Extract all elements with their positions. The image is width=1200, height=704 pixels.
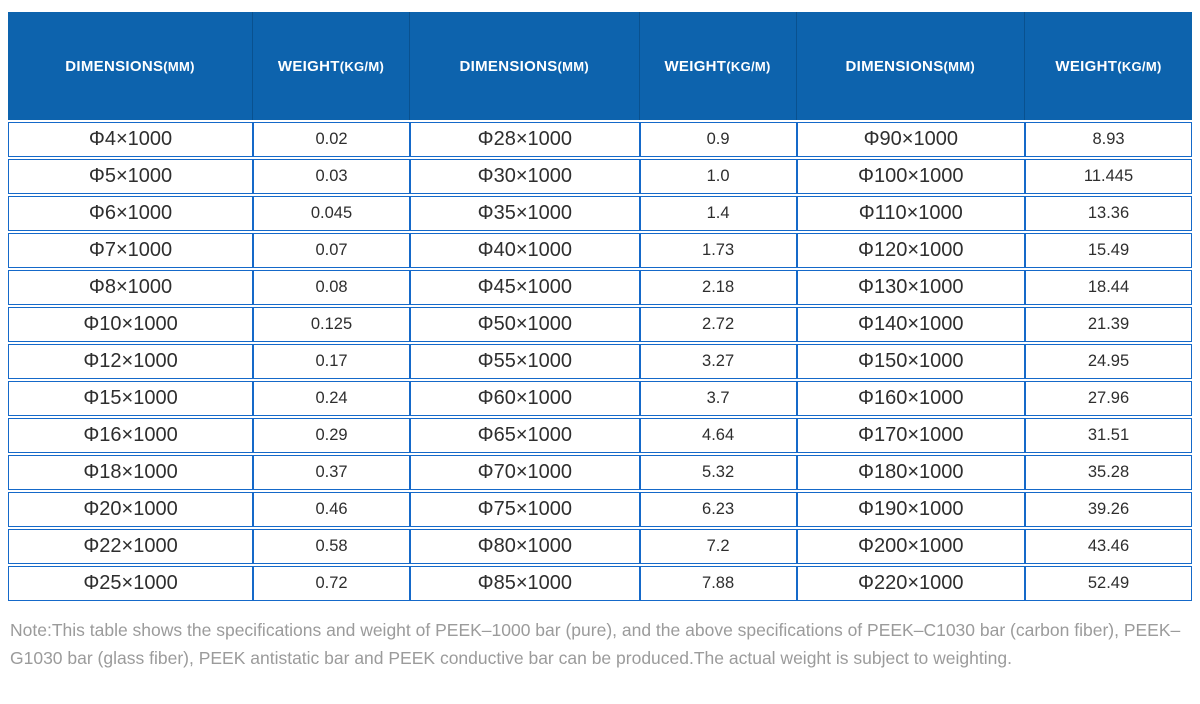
header-label: WEIGHT bbox=[277, 57, 340, 75]
header-label: DIMENSIONS bbox=[65, 57, 164, 75]
weight-cell: 11.445 bbox=[1025, 159, 1192, 194]
header-dimensions-2 bbox=[410, 12, 640, 120]
weight-cell: 4.64 bbox=[640, 418, 797, 453]
table-row bbox=[8, 307, 1192, 342]
weight-cell: 15.49 bbox=[1025, 233, 1192, 268]
weight-cell: 39.26 bbox=[1025, 492, 1192, 527]
dimension-cell: Φ5×1000 bbox=[8, 159, 253, 194]
dimension-cell: Φ18×1000 bbox=[8, 455, 253, 490]
dimension-cell: Φ180×1000 bbox=[797, 455, 1026, 490]
table-row bbox=[8, 455, 1192, 490]
header-label: WEIGHT bbox=[1055, 57, 1118, 75]
weight-cell: 0.03 bbox=[253, 159, 410, 194]
dimension-cell: Φ200×1000 bbox=[797, 529, 1026, 564]
dimension-cell: Φ4×1000 bbox=[8, 122, 253, 157]
weight-cell: 0.29 bbox=[253, 418, 410, 453]
table-row bbox=[8, 344, 1192, 379]
note-text: Note:This table shows the specifications and weight of PEEK–1000 bar (pure), and the above specifications of PEEK–C1030 bar (carbon fiber), PEEK–G1030 bar (glass fiber), PEEK antistatic bar and PEEK conductive bar can be produced.The actual weight is subject to weighting. bbox=[10, 620, 1181, 668]
weight-cell: 31.51 bbox=[1025, 418, 1192, 453]
weight-cell: 21.39 bbox=[1025, 307, 1192, 342]
weight-cell: 0.9 bbox=[640, 122, 797, 157]
table-row bbox=[8, 566, 1192, 601]
dimension-cell: Φ110×1000 bbox=[797, 196, 1026, 231]
weight-cell: 6.23 bbox=[640, 492, 797, 527]
weight-cell: 0.46 bbox=[253, 492, 410, 527]
dimension-cell: Φ160×1000 bbox=[797, 381, 1026, 416]
weight-cell: 0.24 bbox=[253, 381, 410, 416]
weight-cell: 43.46 bbox=[1025, 529, 1192, 564]
header-unit: (KG/M) bbox=[339, 58, 385, 74]
weight-cell: 7.2 bbox=[640, 529, 797, 564]
dimension-cell: Φ65×1000 bbox=[410, 418, 640, 453]
header-unit: (MM) bbox=[943, 58, 976, 74]
weight-cell: 0.17 bbox=[253, 344, 410, 379]
weight-cell: 2.18 bbox=[640, 270, 797, 305]
dimension-cell: Φ100×1000 bbox=[797, 159, 1026, 194]
header-row bbox=[8, 12, 1192, 120]
dimension-cell: Φ28×1000 bbox=[410, 122, 640, 157]
weight-cell: 0.02 bbox=[253, 122, 410, 157]
table-row bbox=[8, 196, 1192, 231]
spec-table-header bbox=[8, 12, 1192, 120]
weight-cell: 0.08 bbox=[253, 270, 410, 305]
dimension-cell: Φ10×1000 bbox=[8, 307, 253, 342]
dimension-cell: Φ35×1000 bbox=[410, 196, 640, 231]
weight-cell: 35.28 bbox=[1025, 455, 1192, 490]
dimension-cell: Φ75×1000 bbox=[410, 492, 640, 527]
weight-cell: 7.88 bbox=[640, 566, 797, 601]
weight-cell: 52.49 bbox=[1025, 566, 1192, 601]
weight-cell: 13.36 bbox=[1025, 196, 1192, 231]
header-label: DIMENSIONS bbox=[845, 57, 944, 75]
weight-cell: 27.96 bbox=[1025, 381, 1192, 416]
dimension-cell: Φ150×1000 bbox=[797, 344, 1026, 379]
weight-cell: 0.72 bbox=[253, 566, 410, 601]
table-row bbox=[8, 381, 1192, 416]
dimension-cell: Φ130×1000 bbox=[797, 270, 1026, 305]
dimension-cell: Φ55×1000 bbox=[410, 344, 640, 379]
weight-cell: 1.73 bbox=[640, 233, 797, 268]
dimension-cell: Φ16×1000 bbox=[8, 418, 253, 453]
table-row bbox=[8, 159, 1192, 194]
weight-cell: 1.4 bbox=[640, 196, 797, 231]
weight-cell: 0.045 bbox=[253, 196, 410, 231]
table-row bbox=[8, 492, 1192, 527]
header-unit: (MM) bbox=[163, 58, 195, 74]
dimension-cell: Φ8×1000 bbox=[8, 270, 253, 305]
table-row bbox=[8, 270, 1192, 305]
spec-table-body bbox=[8, 122, 1192, 601]
weight-cell: 0.07 bbox=[253, 233, 410, 268]
table-row bbox=[8, 122, 1192, 157]
weight-cell: 18.44 bbox=[1025, 270, 1192, 305]
weight-cell: 2.72 bbox=[640, 307, 797, 342]
header-label: WEIGHT bbox=[664, 57, 727, 75]
dimension-cell: Φ220×1000 bbox=[797, 566, 1026, 601]
weight-cell: 3.7 bbox=[640, 381, 797, 416]
dimension-cell: Φ30×1000 bbox=[410, 159, 640, 194]
dimension-cell: Φ25×1000 bbox=[8, 566, 253, 601]
spec-table bbox=[8, 10, 1192, 603]
dimension-cell: Φ85×1000 bbox=[410, 566, 640, 601]
dimension-cell: Φ170×1000 bbox=[797, 418, 1026, 453]
dimension-cell: Φ120×1000 bbox=[797, 233, 1026, 268]
dimension-cell: Φ12×1000 bbox=[8, 344, 253, 379]
dimension-cell: Φ70×1000 bbox=[410, 455, 640, 490]
dimension-cell: Φ40×1000 bbox=[410, 233, 640, 268]
weight-cell: 0.125 bbox=[253, 307, 410, 342]
dimension-cell: Φ60×1000 bbox=[410, 381, 640, 416]
header-weight-3 bbox=[1025, 12, 1192, 120]
weight-cell: 0.58 bbox=[253, 529, 410, 564]
dimension-cell: Φ20×1000 bbox=[8, 492, 253, 527]
weight-cell: 3.27 bbox=[640, 344, 797, 379]
header-label: DIMENSIONS bbox=[459, 57, 558, 75]
header-unit: (KG/M) bbox=[726, 58, 771, 74]
table-row bbox=[8, 418, 1192, 453]
dimension-cell: Φ50×1000 bbox=[410, 307, 640, 342]
weight-cell: 24.95 bbox=[1025, 344, 1192, 379]
dimension-cell: Φ190×1000 bbox=[797, 492, 1026, 527]
header-weight-1 bbox=[253, 12, 410, 120]
header-unit: (KG/M) bbox=[1117, 58, 1162, 74]
dimension-cell: Φ80×1000 bbox=[410, 529, 640, 564]
dimension-cell: Φ140×1000 bbox=[797, 307, 1026, 342]
header-dimensions-1 bbox=[8, 12, 253, 120]
header-weight-2 bbox=[640, 12, 797, 120]
weight-cell: 5.32 bbox=[640, 455, 797, 490]
dimension-cell: Φ7×1000 bbox=[8, 233, 253, 268]
weight-cell: 1.0 bbox=[640, 159, 797, 194]
dimension-cell: Φ22×1000 bbox=[8, 529, 253, 564]
header-unit: (MM) bbox=[557, 58, 590, 74]
weight-cell: 8.93 bbox=[1025, 122, 1192, 157]
dimension-cell: Φ90×1000 bbox=[797, 122, 1026, 157]
table-row bbox=[8, 529, 1192, 564]
dimension-cell: Φ6×1000 bbox=[8, 196, 253, 231]
header-dimensions-3 bbox=[797, 12, 1026, 120]
dimension-cell: Φ15×1000 bbox=[8, 381, 253, 416]
weight-cell: 0.37 bbox=[253, 455, 410, 490]
table-row bbox=[8, 233, 1192, 268]
dimension-cell: Φ45×1000 bbox=[410, 270, 640, 305]
